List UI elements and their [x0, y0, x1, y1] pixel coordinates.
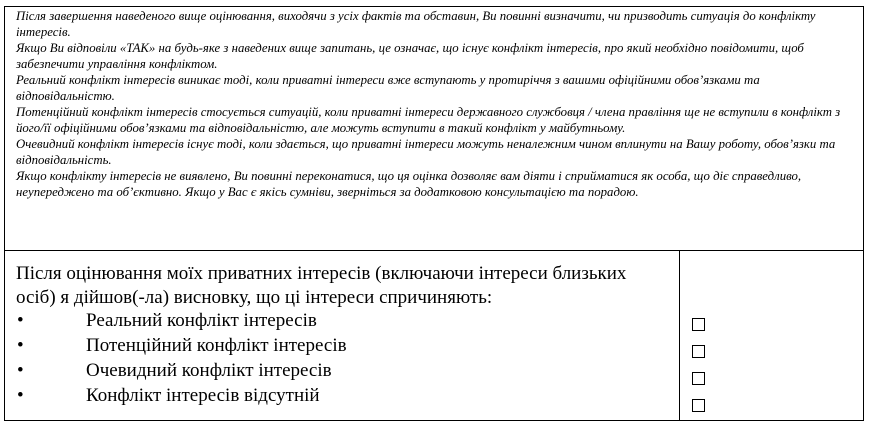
guidance-paragraph: Потенційний конфлікт інтересів стосується ситуацій, коли приватні інтереси державного службовця / члена правління ще не вступили в конфлікт з його/її офіційними обов’язками та відповідальністю, але можуть вступити в такий конфлікт у майбутньому. — [16, 105, 841, 135]
decision-intro: Після оцінювання моїх приватних інтересів (включаючи інтереси близьких осіб) я дійшов(-ла) висновку, що ці інтереси спричиняють: — [16, 263, 627, 308]
option-label: Очевидний конфлікт інтересів — [86, 360, 332, 381]
guidance-paragraph: Після завершення наведеного вище оцінювання, виходячи з усіх фактів та обставин, Ви повинні визначити, чи призводить ситуація до конфлікту інтересів. — [16, 9, 816, 39]
conflict-of-interest-form — [4, 6, 864, 421]
bullet: • — [17, 310, 24, 331]
bullet: • — [17, 360, 24, 381]
guidance-section — [5, 7, 863, 251]
guidance-paragraph: Якщо конфлікту інтересів не виявлено, Ви повинні переконатися, що ця оцінка дозволяє вам діяти і сприйматися як особа, що діє справедливо, неупереджено та об’єктивно. Якщо у Вас є якісь сумніви, зверніться за додатковою консультацією та порадою. — [16, 169, 802, 199]
checkbox-potential-conflict[interactable] — [692, 345, 705, 358]
checkbox-real-conflict[interactable] — [692, 318, 705, 331]
checkbox-no-conflict[interactable] — [692, 399, 705, 412]
option-label: Реальний конфлікт інтересів — [86, 310, 317, 331]
bullet: • — [17, 385, 24, 406]
column-divider — [679, 251, 680, 420]
guidance-paragraph: Реальний конфлікт інтересів виникає тоді, коли приватні інтереси вже вступають у протиріччя з вашими офіційними обов’язками та відповідальністю. — [16, 73, 760, 103]
bullet: • — [17, 335, 24, 356]
checkbox-apparent-conflict[interactable] — [692, 372, 705, 385]
decision-section — [5, 251, 863, 420]
guidance-paragraph: Очевидний конфлікт інтересів існує тоді, коли здається, що приватні інтереси можуть неналежним чином вплинути на Вашу роботу, обов’язки та відповідальність. — [16, 137, 836, 167]
option-label: Потенційний конфлікт інтересів — [86, 335, 347, 356]
guidance-paragraph: Якщо Ви відповіли «ТАК» на будь-яке з наведених вище запитань, це означає, що існує конфлікт інтересів, про який необхідно повідомити, щоб забезпечити управління конфліктом. — [16, 41, 804, 71]
option-label: Конфлікт інтересів відсутній — [86, 385, 320, 406]
